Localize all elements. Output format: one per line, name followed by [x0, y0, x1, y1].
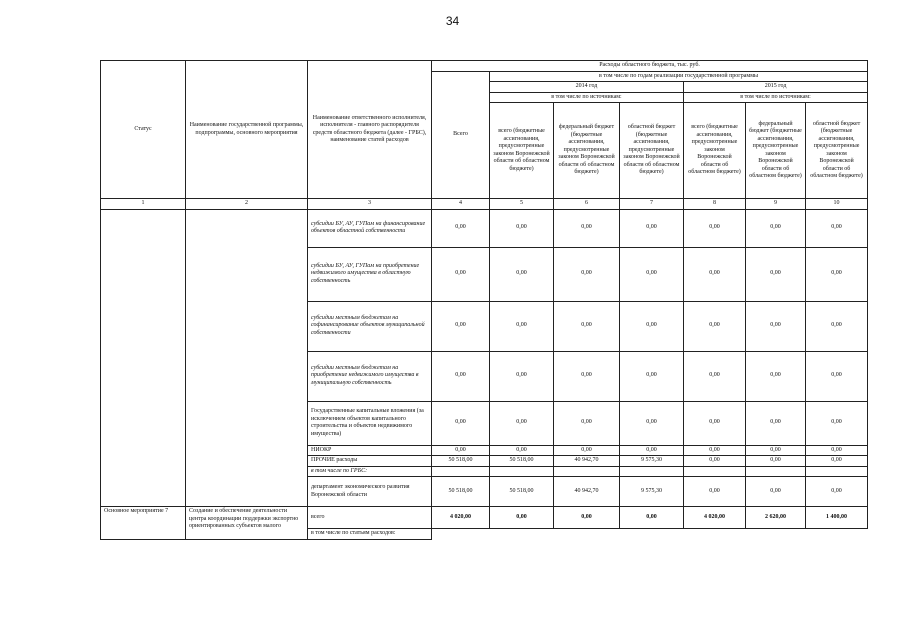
cell-value: 0,00 — [746, 209, 806, 247]
column-number: 6 — [554, 199, 620, 210]
column-number: 9 — [746, 199, 806, 210]
cell-value: 0,00 — [806, 445, 868, 456]
cell-value: 40 942,70 — [554, 477, 620, 507]
cell-value: 0,00 — [806, 401, 868, 445]
cell-value: 0,00 — [490, 351, 554, 401]
main-event-row — [101, 507, 868, 529]
row-name: субсидии местным бюджетам на приобретение недвижимого имущества в муниципальную собственность — [308, 351, 432, 401]
header-col-fed-2015: федеральный бюджет (бюджетные ассигнования, предусмотренные законом Воронежской области об областном бюджете) — [746, 103, 806, 199]
row-name: субсидии БУ, АУ, ГУПам на приобретение недвижимого имущества в областную собственность — [308, 247, 432, 301]
column-number: 5 — [490, 199, 554, 210]
cell-value: 0,00 — [684, 247, 746, 301]
cell-value: 0,00 — [490, 209, 554, 247]
cell-value: 0,00 — [746, 401, 806, 445]
column-number: 8 — [684, 199, 746, 210]
column-numbers-row — [101, 199, 868, 210]
cell-value: 0,00 — [620, 301, 684, 351]
main-event-status: Основное мероприятие 7 — [101, 507, 186, 540]
cell-value — [620, 466, 684, 477]
cell-value: 0,00 — [684, 445, 746, 456]
header-col-obl-2015: областной бюджет (бюджетные ассигнования, предусмотренные законом Воронежской области об областном бюджете) — [806, 103, 868, 199]
cell-value: 0,00 — [620, 351, 684, 401]
row-name: в том числе по ГРБС: — [308, 466, 432, 477]
cell-value: 0,00 — [746, 456, 806, 467]
cell-value — [432, 466, 490, 477]
header-col-fed-2014: федеральный бюджет (бюджетные ассигнования, предусмотренные законом Воронежской области об областном бюджете) — [554, 103, 620, 199]
cell-value — [554, 466, 620, 477]
page-number: 34 — [445, 14, 460, 28]
cell-value: 0,00 — [490, 445, 554, 456]
row-name: ПРОЧИЕ расходы — [308, 456, 432, 467]
row-name: департамент экономического развития Воронежской области — [308, 477, 432, 507]
cell-value: 0,00 — [806, 351, 868, 401]
budget-table — [100, 60, 868, 540]
table-row — [101, 209, 868, 247]
cell-value: 0,00 — [684, 477, 746, 507]
cell-value: 0,00 — [620, 507, 684, 529]
cell-value: 0,00 — [806, 209, 868, 247]
main-event-total-label: всего — [308, 507, 432, 529]
cell-value: 0,00 — [620, 401, 684, 445]
cell-value: 0,00 — [432, 445, 490, 456]
header-sources-2014: в том числе по источникам: — [490, 92, 684, 103]
cell-value: 0,00 — [490, 507, 554, 529]
status-cell-empty — [101, 209, 186, 507]
cell-value: 2 620,00 — [746, 507, 806, 529]
column-number: 10 — [806, 199, 868, 210]
cell-value — [684, 466, 746, 477]
cell-value: 0,00 — [806, 247, 868, 301]
cell-value — [806, 466, 868, 477]
header-by-years: в том числе по годам реализации государственной программы — [490, 71, 868, 82]
column-number: 2 — [186, 199, 308, 210]
cell-value: 0,00 — [746, 477, 806, 507]
cell-value: 0,00 — [432, 401, 490, 445]
column-number: 3 — [308, 199, 432, 210]
cell-value: 0,00 — [620, 445, 684, 456]
cell-value: 0,00 — [746, 445, 806, 456]
header-year-2014: 2014 год — [490, 82, 684, 93]
cell-value: 0,00 — [432, 209, 490, 247]
cell-value: 9 575,30 — [620, 477, 684, 507]
header-expenses: Расходы областного бюджета, тыс. руб. — [432, 61, 868, 72]
cell-value: 0,00 — [746, 247, 806, 301]
cell-value: 0,00 — [806, 301, 868, 351]
row-name: Государственные капитальные вложения (за исключением объектов капитального строительства и объектов недвижимого имущества) — [308, 401, 432, 445]
cell-value: 1 400,00 — [806, 507, 868, 529]
cell-value: 0,00 — [806, 456, 868, 467]
cell-value: 0,00 — [684, 301, 746, 351]
column-number: 4 — [432, 199, 490, 210]
header-year-2015: 2015 год — [684, 82, 868, 93]
header-total: Всего — [432, 71, 490, 199]
cell-value: 0,00 — [746, 301, 806, 351]
cell-value: 0,00 — [746, 351, 806, 401]
header-status: Статус — [101, 61, 186, 199]
cell-value: 0,00 — [806, 477, 868, 507]
cell-value: 50 518,00 — [432, 477, 490, 507]
cell-value: 40 942,70 — [554, 456, 620, 467]
row-name: субсидии БУ, АУ, ГУПам на финансирование объектов областной собственности — [308, 209, 432, 247]
cell-value: 4 020,00 — [684, 507, 746, 529]
header-sources-2015: в том числе по источникам: — [684, 92, 868, 103]
cell-value: 50 518,00 — [432, 456, 490, 467]
cell-value: 9 575,30 — [620, 456, 684, 467]
cell-value — [490, 466, 554, 477]
header-executor: Наименование ответственного исполнителя, исполнителя - главного распорядителя средств областного бюджета (далее - ГРБС), наименование статей расходов — [308, 61, 432, 199]
cell-value: 0,00 — [490, 301, 554, 351]
cell-value: 0,00 — [432, 301, 490, 351]
row-name: НИОКР — [308, 445, 432, 456]
cell-value: 0,00 — [490, 247, 554, 301]
column-number: 1 — [101, 199, 186, 210]
cell-value: 0,00 — [684, 351, 746, 401]
header-col-all-2014: всего (бюджетные ассигнования, предусмотренные законом Воронежской области об областном бюджете) — [490, 103, 554, 199]
cell-value: 50 518,00 — [490, 456, 554, 467]
cell-value: 0,00 — [684, 456, 746, 467]
cell-value: 0,00 — [620, 247, 684, 301]
cell-value: 0,00 — [432, 247, 490, 301]
cell-value: 0,00 — [554, 351, 620, 401]
cell-value: 0,00 — [554, 445, 620, 456]
header-program-name: Наименование государственной программы, подпрограммы, основного мероприятия — [186, 61, 308, 199]
header-col-all-2015: всего (бюджетные ассигнования, предусмотренные законом Воронежской области об областном бюджете) — [684, 103, 746, 199]
cell-value — [746, 466, 806, 477]
cell-value: 0,00 — [554, 301, 620, 351]
header-col-obl-2014: областной бюджет (бюджетные ассигнования, предусмотренные законом Воронежской области об областном бюджете) — [620, 103, 684, 199]
cell-value: 4 020,00 — [432, 507, 490, 529]
cell-value: 0,00 — [554, 209, 620, 247]
cell-value: 0,00 — [684, 401, 746, 445]
cell-value: 0,00 — [490, 401, 554, 445]
row-name: субсидии местным бюджетам на софинансирование объектов муниципальной собственности — [308, 301, 432, 351]
program-cell-empty — [186, 209, 308, 507]
cell-value: 0,00 — [554, 247, 620, 301]
cell-value: 0,00 — [684, 209, 746, 247]
main-event-by-articles: в том числе по статьям расходов: — [308, 529, 432, 540]
main-event-name: Создание и обеспечение деятельности центра координации поддержки экспортно ориентированных субъектов малого — [186, 507, 308, 540]
cell-value: 0,00 — [554, 507, 620, 529]
cell-value: 0,00 — [554, 401, 620, 445]
column-number: 7 — [620, 199, 684, 210]
cell-value: 50 518,00 — [490, 477, 554, 507]
cell-value: 0,00 — [432, 351, 490, 401]
cell-value: 0,00 — [620, 209, 684, 247]
